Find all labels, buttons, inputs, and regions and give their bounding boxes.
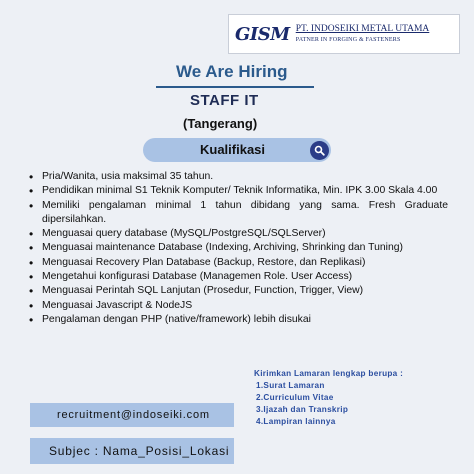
send-application-title: Kirimkan Lamaran lengkap berupa : [254,369,404,378]
send-application-list [256,380,348,428]
list-item: 3.Ijazah dan Transkrip [256,405,349,414]
email-subject-format: Subjec : Nama_Posisi_Lokasi [30,438,234,464]
list-item: • Mengetahui konfigurasi Database (Managemen Role. User Access) [28,270,448,284]
list-item: • Menguasai Recovery Plan Database (Backup, Restore, dan Replikasi) [28,256,448,270]
list-item: • Menguasai maintenance Database (Indexing, Archiving, Shrinking dan Tuning) [28,241,448,255]
list-item: • Menguasai query database (MySQL/PostgreSQL/SQLServer) [28,227,448,241]
list-item: • Pria/Wanita, usia maksimal 35 tahun. [28,170,448,184]
logo-mark: GISM [235,23,290,45]
heading-underline [156,86,314,88]
qualifications-label: Kualifikasi [200,142,266,157]
logo-tagline: PATNER IN FORGING & FASTENERS [295,36,401,43]
logo-company-name: PT. INDOSEIKI METAL UTAMA [295,24,430,35]
list-item: 2.Curriculum Vitae [256,393,334,402]
location-label: (Tangerang) [183,116,258,131]
list-item: • Menguasai Javascript & NodeJS [28,299,448,313]
position-title: STAFF IT [190,92,259,109]
list-item: 1.Surat Lamaran [256,381,325,390]
qualifications-list [28,170,448,327]
list-item: • Memiliki pengalaman minimal 1 tahun dibidang yang sama. Fresh Graduate dipersilahkan. [28,199,448,228]
list-item: • Pendidikan minimal S1 Teknik Komputer/ Teknik Informatika, Min. IPK 3.00 Skala 4.00 [28,184,448,198]
list-item: • Pengalaman dengan PHP (native/framework) lebih disukai [28,313,448,327]
logo-text [296,24,430,43]
email-address: recruitment@indoseiki.com [30,403,234,427]
search-icon [310,141,329,160]
list-item: • Menguasai Perintah SQL Lanjutan (Prosedur, Function, Trigger, View) [28,284,448,298]
list-item: 4.Lampiran lainnya [256,417,336,426]
hiring-heading: We Are Hiring [176,62,288,81]
company-logo [228,14,460,54]
